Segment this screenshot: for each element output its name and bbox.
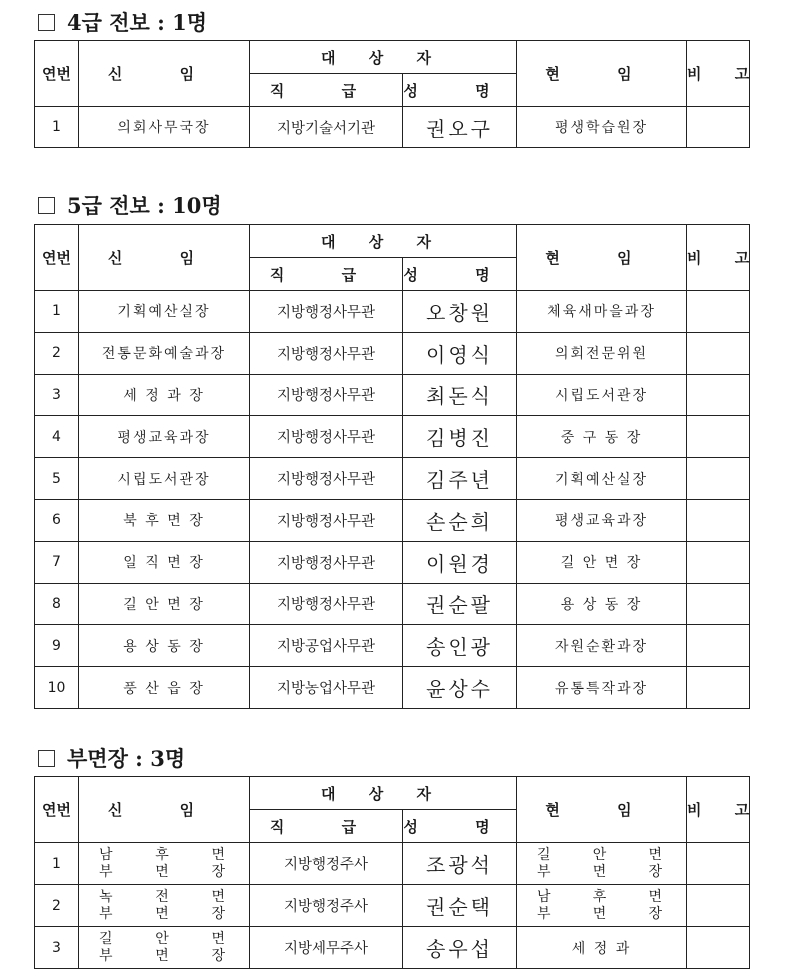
- row-grade: 지방기술서기관: [250, 107, 403, 148]
- row-new-post: 세 정 과 장: [79, 374, 250, 416]
- table-row: [35, 541, 750, 583]
- row-new-post: 기획예산실장: [79, 291, 250, 333]
- row-no: 3: [35, 927, 79, 969]
- personnel-table-4th-grade: [34, 40, 764, 148]
- row-name: 조광석: [403, 843, 517, 885]
- personnel-table-5th-grade: [34, 224, 764, 709]
- row-no: 7: [35, 541, 79, 583]
- row-no: 9: [35, 625, 79, 667]
- header-target: 대 상 자: [250, 777, 517, 810]
- row-current-post: 기획예산실장: [517, 458, 687, 500]
- row-new-post: 전통문화예술과장: [79, 332, 250, 374]
- row-current-post: 의회전문위원: [517, 332, 687, 374]
- row-name: 송우섭: [403, 927, 517, 969]
- row-grade: 지방행정사무관: [250, 541, 403, 583]
- table-row: [35, 416, 750, 458]
- header-new-post: 신 임: [79, 225, 250, 291]
- row-name: 이원경: [403, 541, 517, 583]
- section-title-text: 부면장 : 3명: [67, 746, 186, 771]
- header-remarks: 비 고: [687, 41, 750, 107]
- section-title-2: [38, 190, 222, 220]
- table-row: [35, 885, 750, 927]
- header-grade: 직 급: [250, 258, 403, 291]
- header-new-post: 신 임: [79, 777, 250, 843]
- header-new-post: 신 임: [79, 41, 250, 107]
- table-row: [35, 499, 750, 541]
- row-no: 8: [35, 583, 79, 625]
- row-new-post: 북 후 면 장: [79, 499, 250, 541]
- row-no: 1: [35, 107, 79, 148]
- header-current-post: 현 임: [517, 225, 687, 291]
- header-name: 성 명: [403, 810, 517, 843]
- row-remarks: [687, 927, 750, 969]
- table-row: [35, 458, 750, 500]
- table-row: [35, 374, 750, 416]
- table-row: [35, 291, 750, 333]
- header-name: 성 명: [403, 258, 517, 291]
- row-remarks: [687, 458, 750, 500]
- row-current-post: 용 상 동 장: [517, 583, 687, 625]
- row-no: 10: [35, 667, 79, 709]
- row-new-post-line: 부 면 장: [99, 863, 227, 880]
- row-name: 오창원: [403, 291, 517, 333]
- row-current-post: 길 안 면 장: [517, 541, 687, 583]
- row-current-post: [517, 885, 687, 927]
- row-remarks: [687, 583, 750, 625]
- row-no: 6: [35, 499, 79, 541]
- row-current-post: 평생학습원장: [517, 107, 687, 148]
- row-no: 2: [35, 885, 79, 927]
- row-name: 김병진: [403, 416, 517, 458]
- row-name: 권오구: [403, 107, 517, 148]
- row-new-post-line: 길 안 면: [99, 930, 227, 947]
- row-new-post-line: 녹 전 면: [99, 888, 227, 905]
- row-current-post-line: 길 안 면: [537, 846, 665, 863]
- header-target: 대 상 자: [250, 225, 517, 258]
- header-no: 연번: [35, 41, 79, 107]
- header-remarks: 비 고: [687, 225, 750, 291]
- header-remarks: 비 고: [687, 777, 750, 843]
- row-current-post: [517, 843, 687, 885]
- row-name: 손순희: [403, 499, 517, 541]
- row-remarks: [687, 541, 750, 583]
- row-grade: 지방행정사무관: [250, 458, 403, 500]
- row-current-post: 자원순환과장: [517, 625, 687, 667]
- row-grade: 지방행정사무관: [250, 416, 403, 458]
- row-name: 권순팔: [403, 583, 517, 625]
- row-current-post-line: 남 후 면: [537, 888, 665, 905]
- row-new-post: 시립도서관장: [79, 458, 250, 500]
- header-grade: 직 급: [250, 74, 403, 107]
- row-new-post-line: 부 면 장: [99, 947, 227, 964]
- table-row: [35, 583, 750, 625]
- row-no: 3: [35, 374, 79, 416]
- row-remarks: [687, 416, 750, 458]
- table-row: [35, 927, 750, 969]
- row-grade: 지방세무주사: [250, 927, 403, 969]
- row-no: 1: [35, 291, 79, 333]
- row-no: 1: [35, 843, 79, 885]
- header-current-post: 현 임: [517, 41, 687, 107]
- row-remarks: [687, 332, 750, 374]
- row-remarks: [687, 667, 750, 709]
- section-title-1: [38, 7, 207, 37]
- row-remarks: [687, 843, 750, 885]
- header-target: 대 상 자: [250, 41, 517, 74]
- row-name: 윤상수: [403, 667, 517, 709]
- row-grade: 지방행정사무관: [250, 583, 403, 625]
- header-current-post: 현 임: [517, 777, 687, 843]
- row-remarks: [687, 499, 750, 541]
- table-row: [35, 843, 750, 885]
- row-grade: 지방행정사무관: [250, 374, 403, 416]
- header-no: 연번: [35, 225, 79, 291]
- section-title-text: 4급 전보 : 1명: [67, 10, 208, 35]
- row-no: 4: [35, 416, 79, 458]
- section-title-3: [38, 743, 185, 773]
- row-grade: 지방행정주사: [250, 843, 403, 885]
- checkbox-icon: [38, 750, 55, 767]
- row-grade: 지방공업사무관: [250, 625, 403, 667]
- table-row: [35, 332, 750, 374]
- row-current-post: 유통특작과장: [517, 667, 687, 709]
- checkbox-icon: [38, 14, 55, 31]
- row-name: 권순택: [403, 885, 517, 927]
- row-current-post: 체육새마을과장: [517, 291, 687, 333]
- header-name: 성 명: [403, 74, 517, 107]
- row-remarks: [687, 107, 750, 148]
- checkbox-icon: [38, 197, 55, 214]
- row-new-post: 의회사무국장: [79, 107, 250, 148]
- row-no: 5: [35, 458, 79, 500]
- table-row: [35, 667, 750, 709]
- row-grade: 지방농업사무관: [250, 667, 403, 709]
- row-name: 김주년: [403, 458, 517, 500]
- row-remarks: [687, 374, 750, 416]
- row-current-post-line: 부 면 장: [537, 905, 665, 922]
- row-new-post: [79, 885, 250, 927]
- personnel-table-vice-mayor: [34, 776, 764, 969]
- row-grade: 지방행정사무관: [250, 332, 403, 374]
- row-new-post-line: 부 면 장: [99, 905, 227, 922]
- row-current-post: 세 정 과: [517, 927, 687, 969]
- header-no: 연번: [35, 777, 79, 843]
- row-remarks: [687, 291, 750, 333]
- row-new-post: 용 상 동 장: [79, 625, 250, 667]
- table-row: [35, 107, 750, 148]
- header-grade: 직 급: [250, 810, 403, 843]
- row-name: 송인광: [403, 625, 517, 667]
- row-current-post: 평생교육과장: [517, 499, 687, 541]
- row-new-post: 일 직 면 장: [79, 541, 250, 583]
- row-current-post-line: 부 면 장: [537, 863, 665, 880]
- row-current-post: 시립도서관장: [517, 374, 687, 416]
- section-title-text: 5급 전보 : 10명: [67, 193, 222, 218]
- row-new-post: 길 안 면 장: [79, 583, 250, 625]
- row-grade: 지방행정사무관: [250, 291, 403, 333]
- row-name: 이영식: [403, 332, 517, 374]
- row-new-post: [79, 927, 250, 969]
- row-no: 2: [35, 332, 79, 374]
- row-grade: 지방행정사무관: [250, 499, 403, 541]
- row-new-post-line: 남 후 면: [99, 846, 227, 863]
- row-remarks: [687, 885, 750, 927]
- row-grade: 지방행정주사: [250, 885, 403, 927]
- row-current-post: 중 구 동 장: [517, 416, 687, 458]
- row-new-post: [79, 843, 250, 885]
- table-row: [35, 625, 750, 667]
- row-new-post: 풍 산 읍 장: [79, 667, 250, 709]
- row-remarks: [687, 625, 750, 667]
- row-new-post: 평생교육과장: [79, 416, 250, 458]
- row-name: 최돈식: [403, 374, 517, 416]
